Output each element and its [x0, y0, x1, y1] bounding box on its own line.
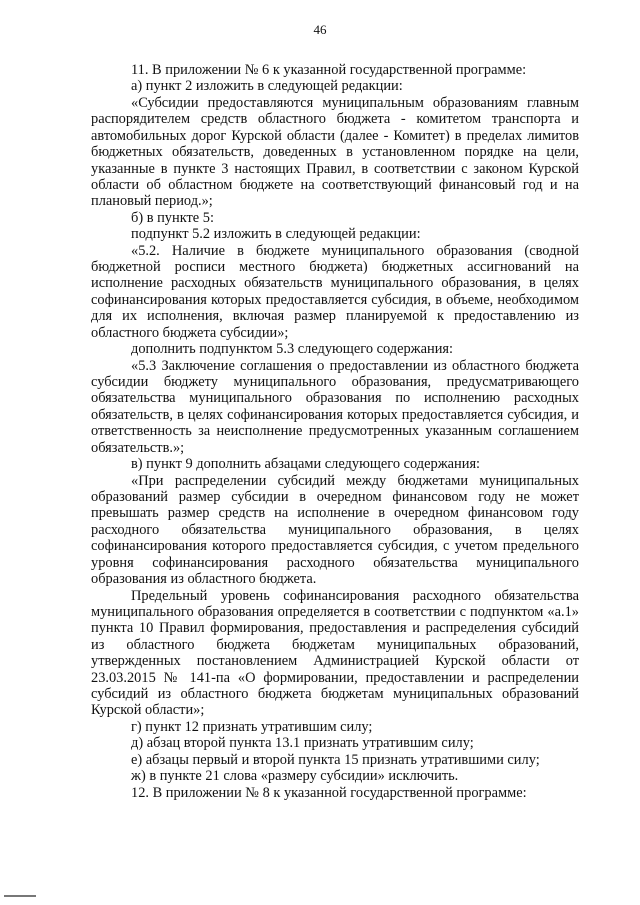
document-body	[91, 62, 579, 801]
paragraph-item-11: 11. В приложении № 6 к указанной государственной программе:	[131, 62, 527, 78]
paragraph-item-12: 12. В приложении № 8 к указанной государственной программе:	[131, 784, 527, 801]
paragraph-subpoint-5-3-intro: дополнить подпунктом 5.3 следующего содержания:	[131, 341, 454, 358]
paragraph-subitem-e: е) абзацы первый и второй пункта 15 признать утратившими силу;	[131, 751, 540, 768]
paragraph-subitem-v: в) пункт 9 дополнить абзацами следующего содержания:	[131, 456, 481, 473]
paragraph-subitem-g: г) пункт 12 признать утратившим силу;	[131, 718, 373, 735]
quoted-paragraph-subsidies: «Субсидии предоставляются муниципальным образованиям главным распорядителем средств областного бюджета - комитетом транспорта и автомобильных дорог Курской области (далее - Комитет) в пределах лимитов бюджетных обязательств, доведенных в установленном порядке на цели, указанные в пункте 3 настоящих Правил, в соответствии с законом Курской области об областном бюджете на соответствующий финансовый год и на плановый период.»;	[91, 94, 579, 210]
page-number: 46	[313, 22, 327, 37]
quoted-paragraph-5-3: «5.3 Заключение соглашения о предоставлении из областного бюджета субсидии бюджету муниципального образования, предусматривающего обязательства муниципального образования по исполнению расходных обязательств, в целях софинансирования которых предоставляется субсидия, и ответственность за неисполнение предусмотренных указанным соглашением обязательств.»;	[91, 357, 579, 456]
quoted-paragraph-5-2: «5.2. Наличие в бюджете муниципального образования (сводной бюджетной росписи местного бюджета) бюджетных ассигнований на исполнение расходных обязательств муниципального образования, в целях софинансирования которых предоставляется субсидия, в объеме, необходимом для их исполнения, включая размер планируемой к предоставлению из областного бюджета субсидии»;	[91, 242, 579, 341]
paragraph-subpoint-5-2-intro: подпункт 5.2 изложить в следующей редакции:	[131, 226, 421, 243]
scan-corner-mark	[4, 895, 36, 897]
quoted-paragraph-distribution: «При распределении субсидий между бюджетами муниципальных образований размер субсидии в очередном финансовом году не может превышать размер средств на исполнение в очередном финансовом году расходного обязательства муниципального образования, в целях софинансирования которого предоставляется субсидия, с учетом предельного уровня софинансирования расходного обязательства муниципального образования из областного бюджета.	[91, 472, 579, 588]
paragraph-subitem-b: б) в пункте 5:	[131, 209, 214, 226]
paragraph-subitem-d: д) абзац второй пункта 13.1 признать утратившим силу;	[131, 735, 474, 752]
paragraph-subitem-zh: ж) в пункте 21 слова «размеру субсидии» исключить.	[131, 768, 459, 785]
paragraph-subitem-a: а) пункт 2 изложить в следующей редакции:	[131, 78, 403, 95]
paragraph-cofinancing-level: Предельный уровень софинансирования расходного обязательства муниципального образования определяется в соответствии с подпунктом «а.1» пункта 10 Правил формирования, предоставления и распределения субсидий из областного бюджета бюджетам муниципальных образований, утвержденных постановлением Администрацией Курской области от 23.03.2015 № 141-па «О формировании, предоставлении и распределении субсидий из областного бюджета бюджетам муниципальных образований Курской области»;	[91, 587, 579, 719]
